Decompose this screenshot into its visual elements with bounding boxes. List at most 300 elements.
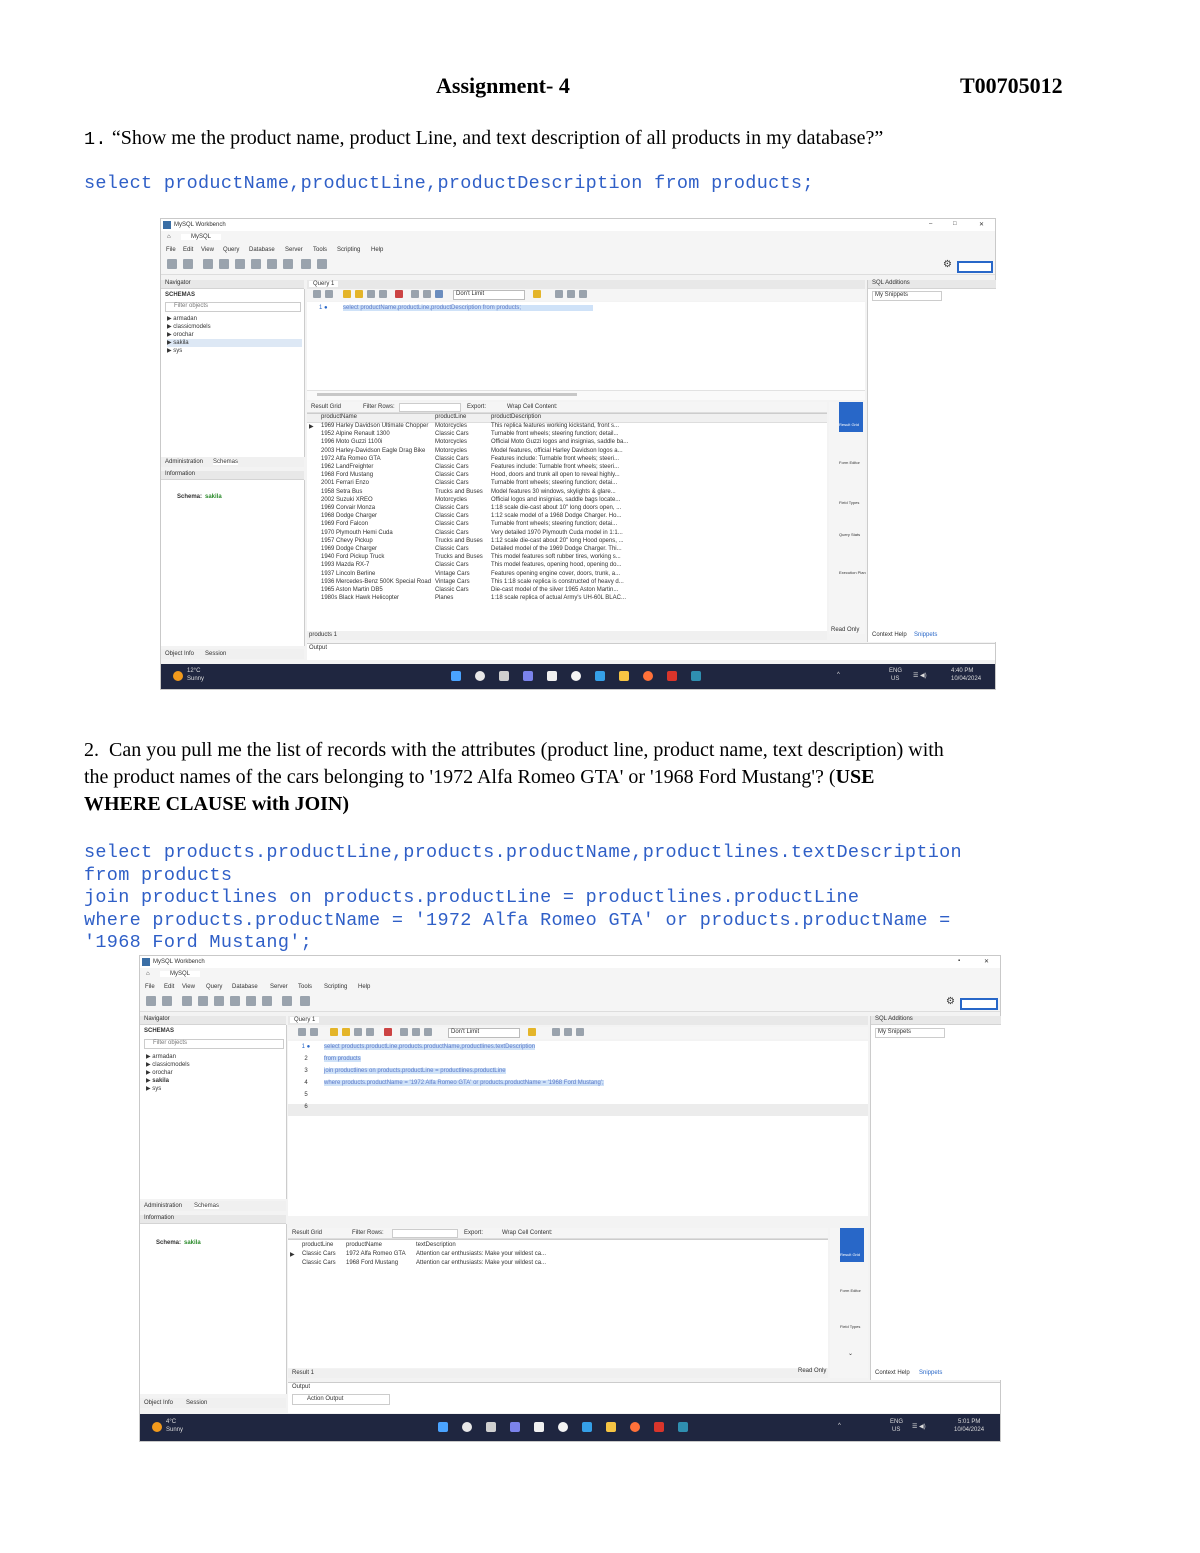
export-label[interactable]: Export: — [467, 404, 487, 410]
table-cell[interactable]: Classic Cars — [302, 1251, 336, 1257]
schema-list — [146, 1053, 284, 1093]
schema-item-selected[interactable]: ▶ sakila — [146, 1078, 169, 1084]
home-icon[interactable]: ⌂ — [167, 234, 171, 240]
menu-edit[interactable]: Edit — [164, 984, 175, 990]
table-cell[interactable]: 1:12 scale model of a 1968 Dodge Charger. Ho... — [491, 513, 622, 520]
snippets-tab[interactable]: Snippets — [914, 632, 938, 638]
rollback-icon[interactable] — [423, 290, 431, 298]
execute-icon[interactable] — [343, 290, 351, 298]
table-cell[interactable]: Turnable front wheels; steering function; detai... — [491, 521, 618, 528]
search-table-icon[interactable] — [282, 996, 292, 1006]
table-cell[interactable]: 1993 Mazda RX-7 — [321, 562, 370, 569]
weather-icon[interactable] — [152, 1422, 162, 1432]
table-cell[interactable]: Detailed model of the 1969 Dodge Charger. Thi... — [491, 546, 622, 552]
toggle-error-icon[interactable] — [395, 290, 403, 298]
chat-icon[interactable] — [510, 1422, 520, 1432]
table-cell[interactable]: Classic Cars — [435, 587, 469, 593]
table-row[interactable] — [307, 579, 827, 587]
table-cell[interactable]: Trucks and Buses — [435, 488, 483, 495]
widgets-icon[interactable] — [534, 1422, 544, 1432]
table-cell[interactable]: Classic Cars — [435, 546, 469, 552]
reconnect-icon[interactable] — [300, 996, 310, 1006]
editor-toolbar — [288, 1027, 868, 1039]
minimize-icon[interactable]: – — [929, 221, 933, 227]
table-cell[interactable]: 1968 Dodge Charger — [321, 513, 378, 520]
windows-taskbar — [140, 1414, 1000, 1441]
connection-tab[interactable]: MySQL — [160, 971, 200, 977]
tab-administration[interactable]: Administration — [144, 1203, 183, 1209]
side-tab-label[interactable]: Execution Plan — [839, 570, 866, 575]
side-tab-label[interactable]: Field Types — [839, 500, 860, 505]
weather-temp: 12°C — [187, 668, 201, 674]
menu-database[interactable]: Database — [249, 247, 275, 253]
weather-text: Sunny — [187, 676, 205, 682]
filter-rows-input[interactable] — [392, 1229, 458, 1238]
table-cell[interactable]: Classic Cars — [435, 505, 469, 511]
wrap-cell-label[interactable]: Wrap Cell Content: — [502, 1230, 553, 1236]
open-file-icon[interactable] — [313, 290, 321, 298]
limit-value: Don't Limit — [456, 291, 485, 297]
tab-administration[interactable]: Administration — [165, 459, 204, 465]
scroll-thumb[interactable] — [317, 393, 577, 396]
table-cell[interactable]: 1968 Ford Mustang — [346, 1259, 399, 1266]
question-number: 1. — [84, 129, 107, 150]
table-cell[interactable]: Turnable front wheels; steering function; detai... — [491, 480, 618, 487]
menu-server[interactable]: Server — [270, 984, 288, 990]
table-cell[interactable]: Classic Cars — [435, 513, 469, 520]
invisible-chars-icon[interactable] — [567, 290, 575, 298]
table-row[interactable] — [307, 546, 827, 554]
create-function-icon[interactable] — [283, 259, 293, 269]
create-table-icon[interactable] — [235, 259, 245, 269]
maximize-icon[interactable]: ▪ — [958, 958, 961, 964]
new-sql-tab-icon[interactable] — [146, 996, 156, 1006]
menu-tools[interactable]: Tools — [313, 247, 328, 253]
wps-icon[interactable] — [654, 1422, 664, 1432]
maximize-icon[interactable]: □ — [953, 221, 957, 227]
beautify-icon[interactable] — [533, 290, 541, 298]
menu-query[interactable]: Query — [223, 247, 240, 253]
side-tab-label[interactable]: Form Editor — [839, 460, 860, 465]
beautify-icon[interactable] — [528, 1028, 536, 1036]
stop-icon[interactable] — [379, 290, 387, 298]
query-tab[interactable]: Query 1 — [290, 1017, 319, 1023]
table-cell[interactable]: 1972 Alfa Romeo GTA — [321, 455, 381, 462]
table-row[interactable] — [307, 480, 827, 488]
wrap-cell-label[interactable]: Wrap Cell Content: — [507, 404, 558, 410]
table-cell[interactable]: 1969 Dodge Charger — [321, 546, 378, 552]
close-icon[interactable]: ✕ — [979, 222, 985, 228]
table-cell[interactable]: Motorcycles — [435, 447, 468, 454]
side-tab-label: Result Grid — [840, 1252, 861, 1257]
save-icon[interactable] — [325, 290, 333, 298]
wifi-volume-icon[interactable]: ☰ ◀) — [913, 673, 927, 679]
table-cell[interactable]: Attention car enthusiasts: Make your wildest ca... — [416, 1259, 547, 1266]
table-row[interactable] — [307, 423, 827, 431]
chevron-down-icon[interactable]: ⌄ — [848, 1351, 854, 1357]
table-cell[interactable]: Turnable front wheels; steering function; detail... — [491, 431, 619, 438]
search-table-icon[interactable] — [301, 259, 311, 269]
table-cell[interactable]: Motorcycles — [435, 439, 468, 446]
table-row[interactable] — [307, 521, 827, 529]
invisible-chars-icon[interactable] — [564, 1028, 572, 1036]
result-toolbar — [288, 1228, 828, 1239]
home-icon[interactable]: ⌂ — [146, 971, 150, 977]
create-function-icon[interactable] — [262, 996, 272, 1006]
wifi-volume-icon[interactable]: ☰ ◀) — [912, 1424, 926, 1430]
tab-schemas[interactable]: Schemas — [213, 459, 239, 465]
schema-item[interactable]: ▶ orochar — [146, 1070, 173, 1076]
title-bar — [140, 956, 1000, 968]
weather-icon[interactable] — [173, 671, 183, 681]
column-header[interactable]: productLine — [302, 1242, 334, 1248]
schema-item[interactable]: ▶ orochar — [167, 332, 194, 338]
gear-icon[interactable]: ⚙ — [943, 259, 952, 270]
question-line-3 — [84, 791, 1124, 818]
side-tab-label[interactable]: Field Types — [840, 1324, 861, 1329]
schema-item[interactable]: ▶ classicmodels — [167, 324, 211, 330]
table-cell[interactable]: Classic Cars — [435, 562, 469, 569]
table-cell[interactable]: Hood, doors and trunk all open to reveal highly... — [491, 472, 620, 479]
schema-item[interactable]: ▶ classicmodels — [146, 1062, 190, 1068]
table-cell[interactable]: 1940 Ford Pickup Truck — [321, 554, 385, 561]
result-tab-bar — [307, 631, 827, 640]
table-cell[interactable]: Planes — [435, 595, 454, 602]
table-row[interactable] — [307, 431, 827, 439]
table-cell[interactable]: 1969 Corvair Monza — [321, 505, 376, 511]
menu-database[interactable]: Database — [232, 984, 258, 990]
table-row[interactable] — [307, 448, 827, 456]
table-row[interactable] — [288, 1260, 828, 1269]
table-cell[interactable]: 2003 Harley-Davidson Eagle Drag Bike — [321, 447, 426, 454]
layout-toggle-icon[interactable] — [960, 998, 998, 1010]
task-view-icon[interactable] — [499, 671, 509, 681]
filter-rows-label: Filter Rows: — [352, 1230, 384, 1236]
table-cell[interactable]: Features include: Turnable front wheels; steeri... — [491, 455, 620, 462]
table-row[interactable] — [307, 538, 827, 546]
create-schema-icon[interactable] — [219, 259, 229, 269]
menu-file[interactable]: File — [166, 247, 176, 253]
table-row[interactable] — [307, 472, 827, 480]
table-row[interactable] — [307, 497, 827, 505]
table-cell[interactable]: 1970 Plymouth Hemi Cuda — [321, 529, 393, 536]
table-cell[interactable]: Classic Cars — [435, 472, 469, 479]
widgets-icon[interactable] — [547, 671, 557, 681]
table-cell[interactable]: 1:18 scale replica of actual Army's UH-60L BLAC... — [491, 595, 626, 602]
table-cell[interactable]: 1980s Black Hawk Helicopter — [321, 595, 400, 602]
edge-icon[interactable] — [558, 1422, 568, 1432]
toggle-error-icon[interactable] — [384, 1028, 392, 1036]
layout-toggle-icon[interactable] — [957, 261, 993, 273]
student-id: T00705012 — [960, 73, 1063, 98]
wps-icon[interactable] — [667, 671, 677, 681]
table-cell[interactable]: 1962 LandFreighter — [321, 464, 374, 470]
table-cell[interactable]: This model features, opening hood, opening do... — [491, 562, 622, 569]
info-tabs — [140, 1398, 286, 1408]
stop-icon[interactable] — [366, 1028, 374, 1036]
filter-input[interactable] — [144, 1039, 284, 1049]
table-cell[interactable]: Classic Cars — [435, 480, 469, 487]
tab-object-info[interactable]: Object Info — [165, 651, 195, 657]
execute-icon[interactable] — [330, 1028, 338, 1036]
create-schema-icon[interactable] — [198, 996, 208, 1006]
table-cell[interactable]: 1996 Moto Guzzi 1100i — [321, 439, 383, 446]
filter-rows-input[interactable] — [399, 403, 461, 412]
task-view-icon[interactable] — [486, 1422, 496, 1432]
tab-session[interactable]: Session — [186, 1400, 208, 1406]
table-cell[interactable]: 1937 Lincoln Berline — [321, 570, 376, 577]
schema-item[interactable]: ▶ sys — [146, 1086, 162, 1092]
query-tab-bar — [288, 1016, 868, 1025]
table-cell[interactable]: Classic Cars — [302, 1259, 336, 1266]
clock-time[interactable]: 5:01 PM — [958, 1419, 981, 1425]
table-cell[interactable]: 1969 Ford Falcon — [321, 521, 369, 528]
column-header[interactable]: textDescription — [416, 1242, 456, 1248]
execute-current-icon[interactable] — [342, 1028, 350, 1036]
navigator-panel — [140, 1025, 287, 1199]
menu-file[interactable]: File — [145, 984, 155, 990]
filter-placeholder: Filter objects — [153, 1040, 188, 1046]
question-text: “Show me the product name, product Line, and text description of all products in my database?” — [111, 127, 884, 149]
column-header[interactable]: productName — [321, 414, 358, 420]
tab-schemas[interactable]: Schemas — [194, 1203, 220, 1209]
table-cell[interactable]: Features include: Turnable front wheels; steeri... — [491, 464, 620, 470]
sql-editor[interactable] — [288, 1041, 868, 1216]
schema-item-selected[interactable]: ▶ sakila — [167, 339, 302, 347]
create-view-icon[interactable] — [251, 259, 261, 269]
result-tab[interactable]: products 1 — [309, 632, 338, 638]
start-icon[interactable] — [451, 671, 461, 681]
table-cell[interactable]: 2002 Suzuki XREO — [321, 496, 373, 503]
autocommit-icon[interactable] — [435, 290, 443, 298]
app-title: MySQL Workbench — [174, 222, 226, 228]
table-cell[interactable]: 1957 Chevy Pickup — [321, 537, 373, 544]
editor-scrollbar[interactable] — [307, 390, 865, 400]
table-cell[interactable]: Official Moto Guzzi logos and insignias, saddle ba... — [491, 439, 629, 446]
menu-help[interactable]: Help — [358, 984, 371, 990]
table-cell[interactable]: Model features, official Harley Davidson logos a... — [491, 447, 623, 454]
store-icon[interactable] — [595, 671, 605, 681]
table-row[interactable] — [307, 439, 827, 447]
table-row[interactable] — [307, 562, 827, 570]
table-cell[interactable]: Very detailed 1970 Plymouth Cuda model in 1:1... — [491, 529, 623, 536]
menu-edit[interactable]: Edit — [183, 247, 194, 253]
menu-help[interactable]: Help — [371, 247, 384, 253]
chevron-up-icon[interactable]: ^ — [837, 672, 840, 678]
search-icon[interactable] — [475, 671, 485, 681]
table-cell[interactable]: Vintage Cars — [435, 570, 470, 577]
commit-icon[interactable] — [400, 1028, 408, 1036]
action-output-value: Action Output — [307, 1396, 344, 1402]
table-cell[interactable]: Vintage Cars — [435, 578, 470, 585]
wrap-icon[interactable] — [576, 1028, 584, 1036]
menu-tools[interactable]: Tools — [298, 984, 313, 990]
create-table-icon[interactable] — [214, 996, 224, 1006]
editor-line: 2 from products — [304, 1056, 361, 1062]
table-cell[interactable]: Model features 30 windows, skylights & glare... — [491, 488, 616, 495]
column-header[interactable]: productDescription — [491, 414, 542, 420]
column-header[interactable]: productName — [346, 1242, 383, 1248]
schema-info-value: sakila — [184, 1240, 201, 1246]
chevron-up-icon[interactable]: ^ — [838, 1423, 841, 1429]
question-2 — [84, 737, 1124, 818]
table-cell[interactable]: Classic Cars — [435, 431, 469, 438]
table-cell[interactable]: 1952 Alpine Renault 1300 — [321, 431, 390, 438]
table-cell[interactable]: This replica features working kickstand, front s... — [491, 423, 620, 429]
table-cell[interactable]: Die-cast model of the silver 1965 Aston Martin... — [491, 587, 619, 593]
table-cell[interactable]: Trucks and Buses — [435, 537, 483, 544]
workbench-icon[interactable] — [691, 671, 701, 681]
table-row[interactable] — [307, 513, 827, 521]
menu-server[interactable]: Server — [285, 247, 303, 253]
table-cell[interactable]: 1:12 scale die-cast about 20" long Hood opens, ... — [491, 537, 624, 544]
rollback-icon[interactable] — [412, 1028, 420, 1036]
table-row[interactable] — [307, 530, 827, 538]
new-sql-tab-icon[interactable] — [167, 259, 177, 269]
firefox-icon[interactable] — [643, 671, 653, 681]
table-cell[interactable]: Attention car enthusiasts: Make your wildest ca... — [416, 1251, 547, 1257]
close-icon[interactable]: ✕ — [984, 959, 990, 965]
save-icon[interactable] — [310, 1028, 318, 1036]
side-tab-label[interactable]: Query Stats — [839, 532, 861, 537]
limit-select[interactable] — [448, 1028, 520, 1038]
inspector-icon[interactable] — [203, 259, 213, 269]
table-cell[interactable]: 1969 Harley Davidson Ultimate Chopper — [321, 423, 429, 429]
table-row[interactable] — [307, 595, 827, 603]
table-cell[interactable]: 1:18 scale die-cast about 10" long doors open, ... — [491, 505, 622, 511]
table-row[interactable] — [307, 587, 827, 595]
result-grid-label[interactable]: Result Grid — [311, 404, 342, 410]
menu-scripting[interactable]: Scripting — [337, 247, 361, 253]
limit-select[interactable] — [453, 290, 525, 300]
context-help-tab[interactable]: Context Help — [872, 632, 907, 638]
editor-sql-text: select productName,productLine,productDescription from products; — [343, 305, 593, 311]
side-tab-label[interactable]: Form Editor — [840, 1288, 861, 1293]
snippets-select[interactable] — [872, 291, 942, 301]
menu-scripting[interactable]: Scripting — [324, 984, 348, 990]
table-row[interactable] — [307, 571, 827, 579]
clock-time[interactable]: 4:40 PM — [951, 668, 974, 674]
lang-label[interactable]: ENG — [889, 668, 903, 674]
result-tab[interactable]: Result 1 — [292, 1370, 315, 1376]
menu-bar — [161, 245, 995, 256]
chat-icon[interactable] — [523, 671, 533, 681]
navigator-header — [161, 280, 304, 289]
editor-line: 1 ● select products.productLine,products.productName,productlines.textDescription — [301, 1044, 536, 1050]
table-cell[interactable]: 1936 Mercedes-Benz 500K Special Road — [321, 578, 432, 585]
main-toolbar — [140, 993, 1000, 1012]
query-tab[interactable]: Query 1 — [309, 281, 338, 287]
firefox-icon[interactable] — [630, 1422, 640, 1432]
lang-label[interactable]: ENG — [890, 1419, 904, 1425]
file-explorer-icon[interactable] — [619, 671, 629, 681]
tab-object-info[interactable]: Object Info — [144, 1400, 174, 1406]
table-cell[interactable]: Features opening engine cover, doors, trunk, a... — [491, 570, 621, 577]
sql-editor[interactable] — [307, 302, 865, 390]
store-icon[interactable] — [582, 1422, 592, 1432]
explain-icon[interactable] — [367, 290, 375, 298]
table-cell[interactable]: 2001 Ferrari Enzo — [321, 480, 370, 487]
table-cell[interactable]: 1965 Aston Martin DB5 — [321, 587, 383, 593]
find-icon[interactable] — [552, 1028, 560, 1036]
snippets-select-value: My Snippets — [878, 1029, 912, 1035]
context-help-tab[interactable]: Context Help — [875, 1370, 910, 1376]
table-cell[interactable]: Classic Cars — [435, 455, 469, 462]
table-cell[interactable]: Classic Cars — [435, 464, 469, 470]
table-cell[interactable]: This model features soft rubber tires, working s... — [491, 554, 621, 561]
table-cell[interactable]: Official logos and insignias, saddle bags locate... — [491, 496, 621, 503]
menu-view[interactable]: View — [201, 247, 214, 253]
tab-session[interactable]: Session — [205, 651, 227, 657]
open-file-icon[interactable] — [298, 1028, 306, 1036]
table-row[interactable] — [307, 456, 827, 464]
menu-view[interactable]: View — [182, 984, 195, 990]
explain-icon[interactable] — [354, 1028, 362, 1036]
open-sql-icon[interactable] — [162, 996, 172, 1006]
export-label[interactable]: Export: — [464, 1230, 484, 1236]
table-cell[interactable]: 1958 Setra Bus — [321, 488, 363, 495]
connection-tab[interactable]: MySQL — [181, 234, 221, 240]
table-row[interactable] — [307, 489, 827, 497]
table-cell[interactable]: Classic Cars — [435, 529, 469, 536]
schema-info-label: Schema: — [177, 494, 203, 500]
autocommit-icon[interactable] — [424, 1028, 432, 1036]
create-procedure-icon[interactable] — [246, 996, 256, 1006]
menu-query[interactable]: Query — [206, 984, 223, 990]
action-output-select[interactable] — [292, 1394, 390, 1405]
start-icon[interactable] — [438, 1422, 448, 1432]
wrap-icon[interactable] — [579, 290, 587, 298]
search-icon[interactable] — [462, 1422, 472, 1432]
table-row[interactable] — [307, 464, 827, 472]
result-grid-label[interactable]: Result Grid — [292, 1230, 323, 1236]
assignment-title: Assignment- 4 — [436, 73, 570, 98]
execute-current-icon[interactable] — [355, 290, 363, 298]
output-panel — [307, 643, 995, 660]
table-cell[interactable]: 1972 Alfa Romeo GTA — [346, 1251, 406, 1257]
column-header[interactable]: productLine — [435, 414, 467, 420]
workbench-icon[interactable] — [678, 1422, 688, 1432]
filter-input[interactable] — [165, 302, 301, 312]
open-sql-icon[interactable] — [183, 259, 193, 269]
file-explorer-icon[interactable] — [606, 1422, 616, 1432]
table-row[interactable] — [288, 1251, 828, 1260]
table-cell[interactable]: This 1:18 scale replica is constructed of heavy d... — [491, 578, 624, 585]
gear-icon[interactable]: ⚙ — [946, 996, 955, 1007]
table-cell[interactable]: Motorcycles — [435, 496, 468, 503]
table-cell[interactable]: Motorcycles — [435, 423, 468, 429]
table-row[interactable] — [307, 554, 827, 562]
navigator-panel — [161, 289, 305, 457]
result-grid-side-tab[interactable] — [839, 402, 863, 432]
table-cell[interactable]: Trucks and Buses — [435, 554, 483, 561]
edge-icon[interactable] — [571, 671, 581, 681]
schema-item[interactable]: ▶ armadan — [146, 1054, 176, 1060]
inspector-icon[interactable] — [182, 996, 192, 1006]
table-cell[interactable]: 1968 Ford Mustang — [321, 472, 374, 479]
snippets-select[interactable] — [875, 1028, 945, 1038]
snippets-tab[interactable]: Snippets — [919, 1370, 943, 1376]
reconnect-icon[interactable] — [317, 259, 327, 269]
schema-item[interactable]: ▶ armadan — [167, 316, 197, 322]
table-cell[interactable]: Classic Cars — [435, 521, 469, 528]
create-procedure-icon[interactable] — [267, 259, 277, 269]
schema-item[interactable]: ▶ sys — [167, 348, 183, 354]
commit-icon[interactable] — [411, 290, 419, 298]
create-view-icon[interactable] — [230, 996, 240, 1006]
table-row[interactable] — [307, 505, 827, 513]
find-icon[interactable] — [555, 290, 563, 298]
